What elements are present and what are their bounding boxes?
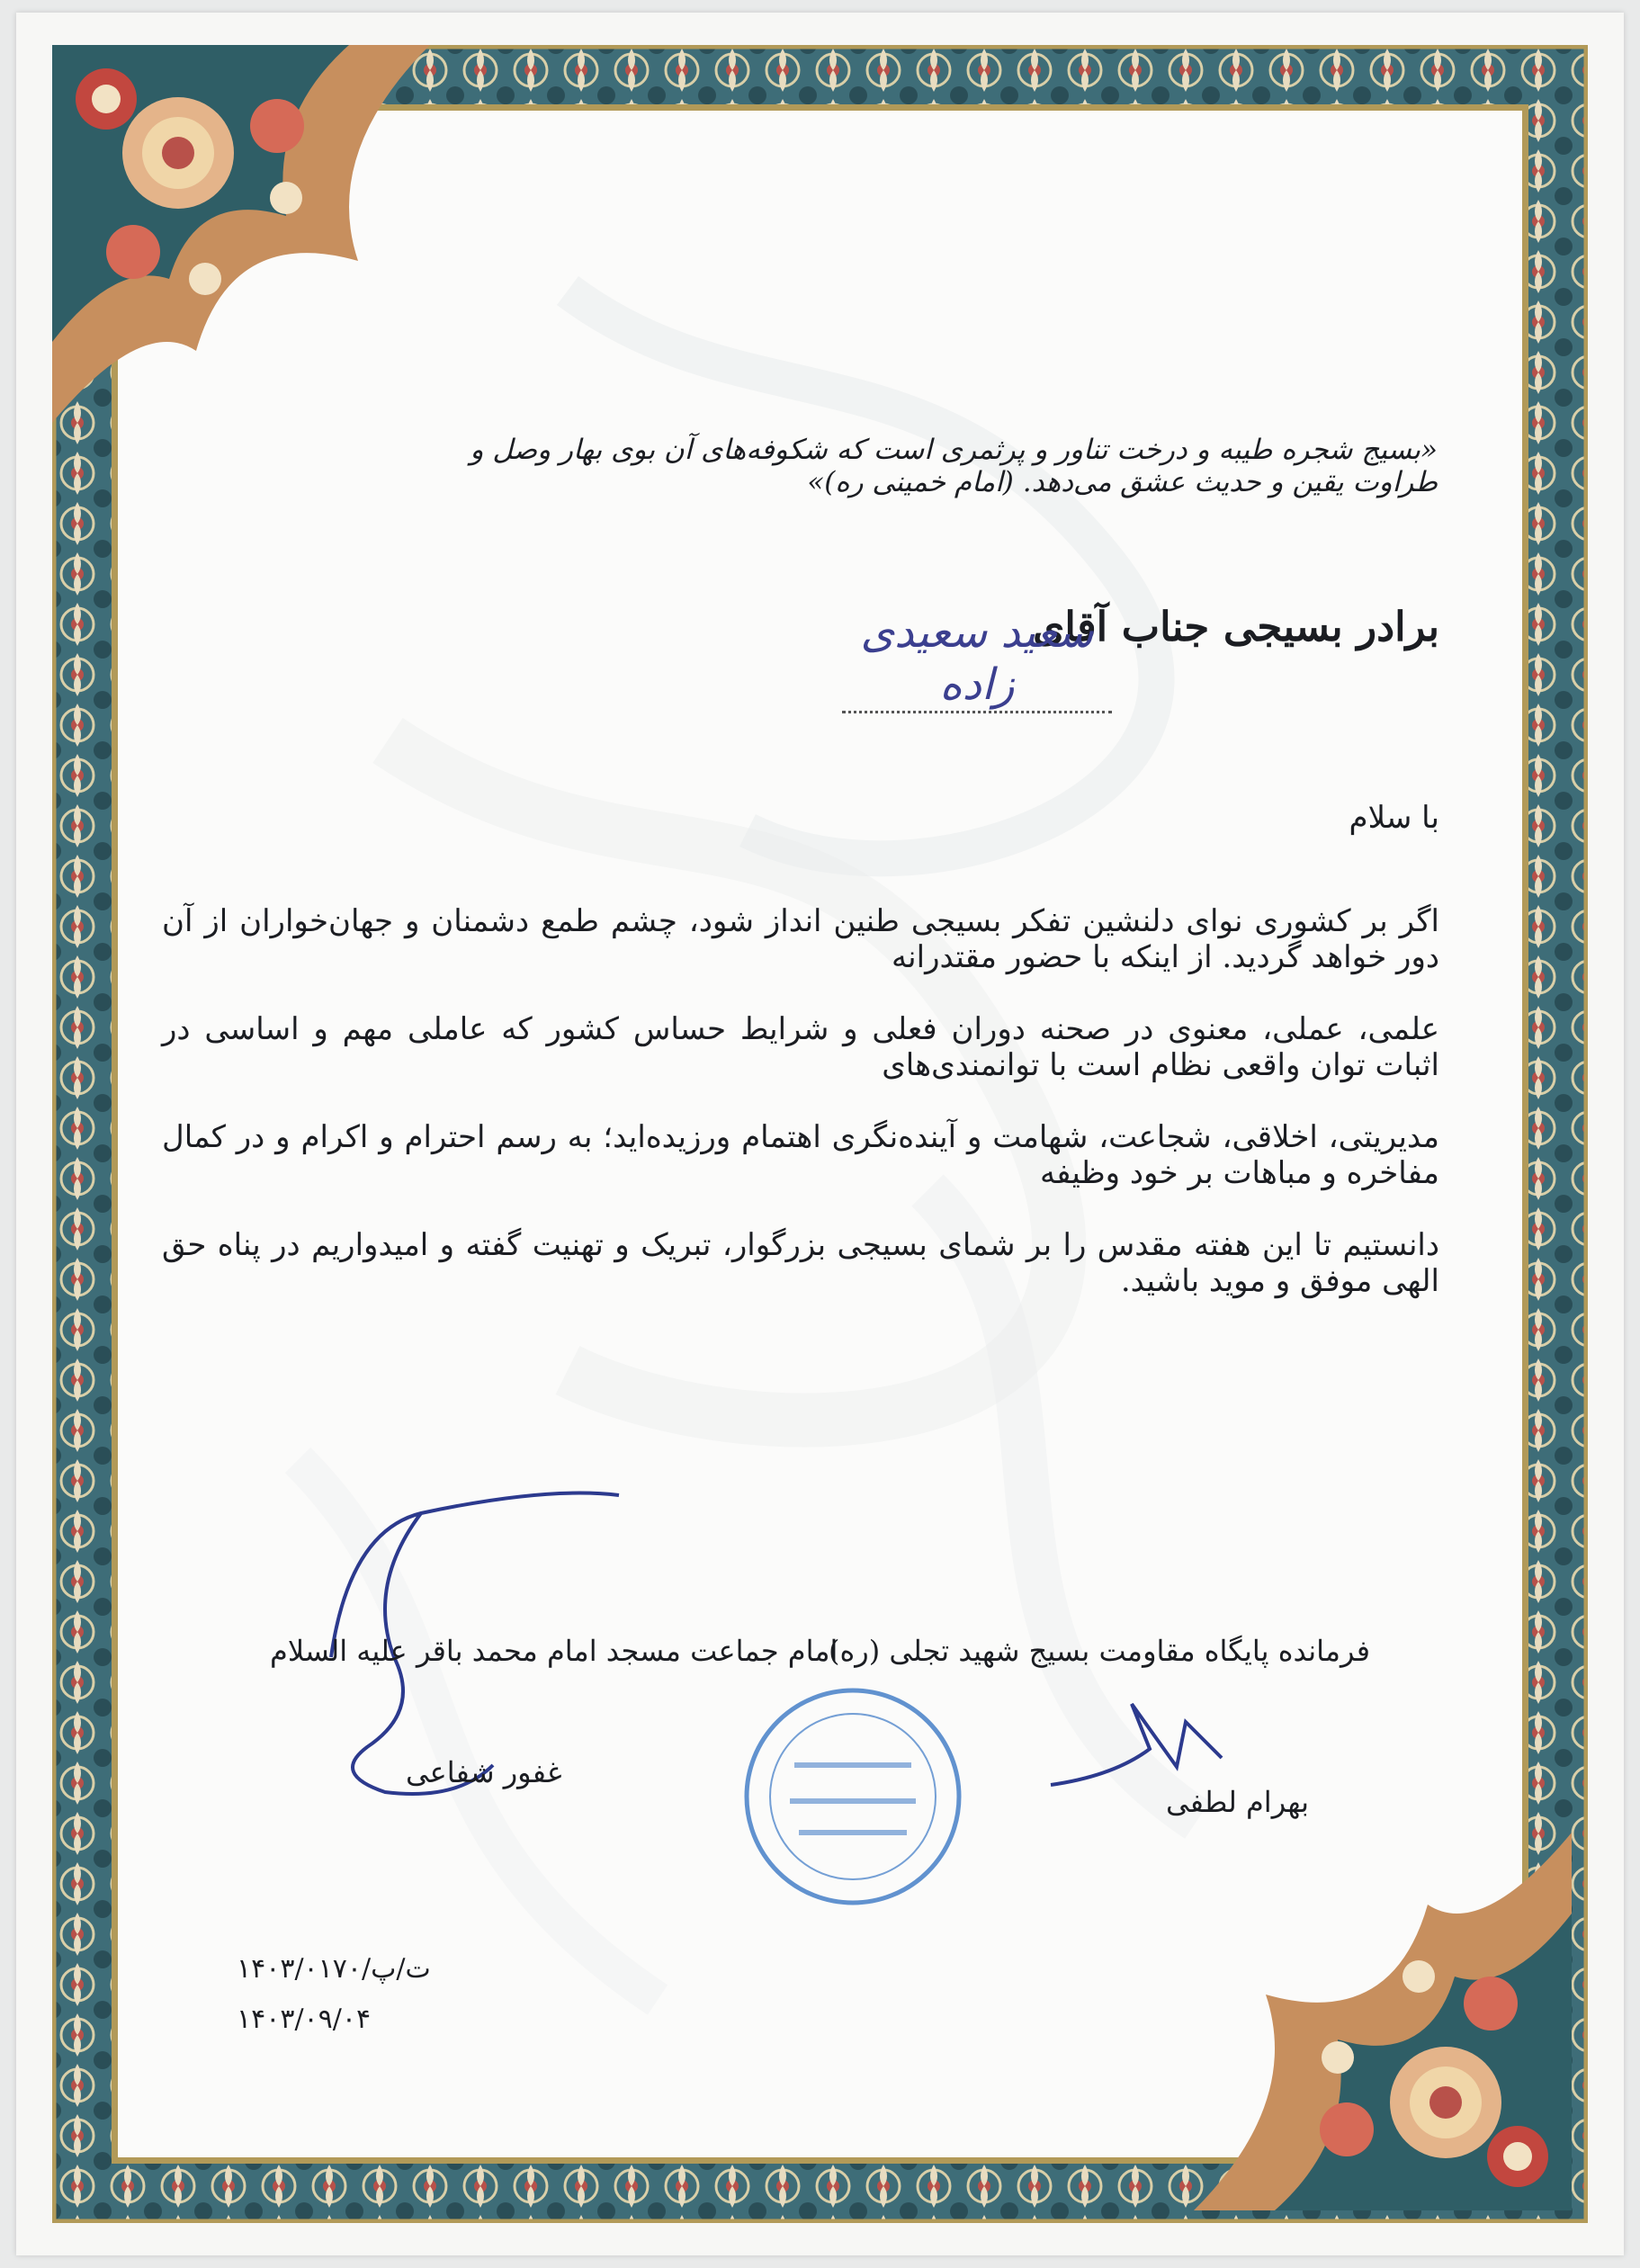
body-line: علمی، عملی، معنوی در صحنه دوران فعلی و شرایط حساس کشور که عاملی مهم و اساسی در اثبات توان واقعی نظام است با توانمندی‌های bbox=[162, 1011, 1439, 1083]
corner-ornament-top-left bbox=[52, 45, 430, 423]
signatory-left-name: غفور شفاعی bbox=[406, 1755, 562, 1789]
imam-quote: «بسیج شجره طیبه و درخت تناور و پرثمری است که شکوفه‌های آن بوی بهار وصل و طراوت یقین و حدیث عشق می‌دهد. (امام خمینی ره)» bbox=[470, 434, 1438, 498]
reference-number: ۱۴۰۳/۰۱۷۰/ت/پ bbox=[237, 1953, 431, 1985]
official-stamp bbox=[740, 1684, 965, 1909]
recipient-name: سعید سعیدی زاده bbox=[842, 606, 1112, 713]
certificate-paper bbox=[16, 13, 1624, 2255]
greeting: با سلام bbox=[1349, 800, 1439, 836]
signatory-right-title: فرمانده پایگاه مقاومت بسیج شهید تجلی (ره) bbox=[829, 1634, 1370, 1668]
signatory-right-name: بهرام لطفی bbox=[1165, 1785, 1309, 1819]
corner-ornament-bottom-right bbox=[1194, 1833, 1572, 2210]
reference-date: ۱۴۰۳/۰۹/۰۴ bbox=[237, 2004, 372, 2035]
body-line: مدیریتی، اخلاقی، شجاعت، شهامت و آینده‌نگری اهتمام ورزیده‌اید؛ به رسم احترام و اکرام و در کمال مفاخره و مباهات بر خود وظیفه bbox=[162, 1119, 1439, 1191]
signatory-left-title: امام جماعت مسجد امام محمد باقر علیه السلام bbox=[270, 1634, 838, 1668]
salutation: برادر بسیجی جناب آقای bbox=[1033, 603, 1439, 650]
body-line: دانستیم تا این هفته مقدس را بر شمای بسیجی بزرگوار، تبریک و تهنیت گفته و امیدواریم در پناه حق الهی موفق و موید باشید. bbox=[162, 1227, 1439, 1299]
body-line: اگر بر کشوری نوای دلنشین تفکر بسیجی طنین انداز شود، چشم طمع دشمنان و جهان‌خواران از آن دور خواهد گردید. از اینکه با حضور مقتدرانه bbox=[162, 903, 1439, 975]
